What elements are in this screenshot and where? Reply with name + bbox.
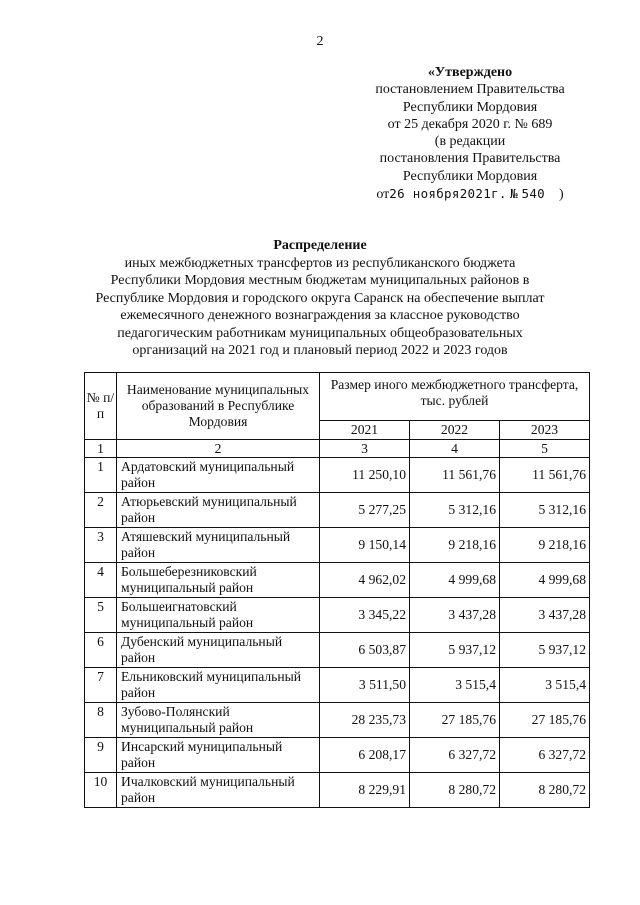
row-value-2021: 9 150,14 bbox=[320, 528, 410, 563]
table-row bbox=[85, 563, 590, 598]
row-value-2023: 11 561,76 bbox=[500, 458, 590, 493]
row-value-2021: 6 503,87 bbox=[320, 633, 410, 668]
column-index: 3 bbox=[320, 440, 410, 458]
approval-line: постановлением Правительства bbox=[375, 82, 565, 98]
row-value-2022: 11 561,76 bbox=[410, 458, 500, 493]
header-transfer-size: Размер иного межбюджетного трансферта, тыс. рублей bbox=[320, 373, 590, 421]
row-value-2021: 5 277,25 bbox=[320, 493, 410, 528]
row-municipality: Атяшевский муниципальный район bbox=[117, 528, 320, 563]
row-number: 1 bbox=[85, 458, 117, 493]
page-number: 2 bbox=[316, 34, 324, 49]
row-municipality: Ельниковский муниципальный район bbox=[117, 668, 320, 703]
amendment-line bbox=[330, 185, 610, 203]
header-year-2022: 2022 bbox=[410, 421, 500, 440]
row-number: 4 bbox=[85, 563, 117, 598]
row-value-2021: 28 235,73 bbox=[320, 703, 410, 738]
table-row bbox=[85, 668, 590, 703]
row-value-2022: 9 218,16 bbox=[410, 528, 500, 563]
row-number: 2 bbox=[85, 493, 117, 528]
row-municipality: Большеберезниковский муниципальный район bbox=[117, 563, 320, 598]
amendment-date: 26 ноября2021г. bbox=[389, 186, 507, 202]
approval-line: (в редакции bbox=[434, 134, 506, 150]
row-value-2021: 3 345,22 bbox=[320, 598, 410, 633]
column-index: 1 bbox=[85, 440, 117, 458]
row-value-2023: 4 999,68 bbox=[500, 563, 590, 598]
row-value-2021: 6 208,17 bbox=[320, 738, 410, 773]
amendment-number-sign: № bbox=[510, 186, 518, 202]
title-line: иных межбюджетных трансфертов из республиканского бюджета bbox=[124, 255, 516, 271]
title-line: ежемесячного денежного вознаграждения за классное руководство bbox=[120, 308, 520, 323]
row-value-2021: 11 250,10 bbox=[320, 458, 410, 493]
row-value-2022: 6 327,72 bbox=[410, 738, 500, 773]
row-number: 3 bbox=[85, 528, 117, 563]
row-value-2022: 4 999,68 bbox=[410, 563, 500, 598]
document-title-block bbox=[70, 237, 570, 360]
approval-line: Республики Мордовия bbox=[402, 99, 538, 115]
distribution-table bbox=[84, 372, 590, 808]
title-line: педагогическим работникам муниципальных общеобразовательных bbox=[117, 325, 523, 341]
column-index: 2 bbox=[117, 440, 320, 458]
row-value-2022: 5 312,16 bbox=[410, 493, 500, 528]
table-row bbox=[85, 703, 590, 738]
table-row bbox=[85, 493, 590, 528]
row-municipality: Атюрьевский муниципальный район bbox=[117, 493, 320, 528]
table-row bbox=[85, 598, 590, 633]
column-index: 4 bbox=[410, 440, 500, 458]
row-value-2022: 5 937,12 bbox=[410, 633, 500, 668]
amendment-close: ) bbox=[558, 187, 564, 203]
header-number: № п/п bbox=[85, 373, 117, 440]
row-value-2023: 5 937,12 bbox=[500, 633, 590, 668]
row-value-2023: 3 515,4 bbox=[500, 668, 590, 703]
row-value-2022: 3 515,4 bbox=[410, 668, 500, 703]
row-value-2023: 8 280,72 bbox=[500, 773, 590, 808]
row-value-2021: 4 962,02 bbox=[320, 563, 410, 598]
row-value-2022: 8 280,72 bbox=[410, 773, 500, 808]
approval-block bbox=[330, 64, 610, 203]
column-index-row bbox=[85, 440, 590, 458]
title-line: Республики Мордовия местным бюджетам муниципальных районов в bbox=[110, 273, 530, 288]
header-year-2021: 2021 bbox=[320, 421, 410, 440]
row-value-2023: 27 185,76 bbox=[500, 703, 590, 738]
table-row bbox=[85, 633, 590, 668]
row-municipality: Ичалковский муниципальный район bbox=[117, 773, 320, 808]
row-number: 6 bbox=[85, 633, 117, 668]
title-line: Республике Мордовия и городского округа Саранск на обеспечение выплат bbox=[95, 290, 545, 306]
table-row bbox=[85, 773, 590, 808]
table-row bbox=[85, 458, 590, 493]
row-number: 9 bbox=[85, 738, 117, 773]
approval-line: от 25 декабря 2020 г. № 689 bbox=[387, 116, 553, 132]
approval-heading: «Утверждено bbox=[427, 65, 513, 80]
document-title: Распределение bbox=[273, 238, 367, 253]
row-municipality: Ардатовский муниципальный район bbox=[117, 458, 320, 493]
approval-line: Республики Мордовия bbox=[402, 168, 538, 184]
row-municipality: Инсарский муниципальный район bbox=[117, 738, 320, 773]
row-municipality: Зубово-Полянский муниципальный район bbox=[117, 703, 320, 738]
row-value-2023: 6 327,72 bbox=[500, 738, 590, 773]
row-municipality: Большеигнатовский муниципальный район bbox=[117, 598, 320, 633]
row-value-2023: 5 312,16 bbox=[500, 493, 590, 528]
row-number: 7 bbox=[85, 668, 117, 703]
row-number: 8 bbox=[85, 703, 117, 738]
column-index: 5 bbox=[500, 440, 590, 458]
amendment-number: 540 bbox=[521, 186, 545, 202]
table-row bbox=[85, 528, 590, 563]
header-name: Наименование муниципальных образований в Республике Мордовия bbox=[117, 373, 320, 440]
row-number: 10 bbox=[85, 773, 117, 808]
header-year-2023: 2023 bbox=[500, 421, 590, 440]
row-value-2023: 3 437,28 bbox=[500, 598, 590, 633]
row-value-2022: 27 185,76 bbox=[410, 703, 500, 738]
approval-line: постановления Правительства bbox=[379, 151, 561, 167]
row-municipality: Дубенский муниципальный район bbox=[117, 633, 320, 668]
row-number: 5 bbox=[85, 598, 117, 633]
title-line: организаций на 2021 год и плановый период 2022 и 2023 годов bbox=[132, 343, 508, 358]
row-value-2021: 8 229,91 bbox=[320, 773, 410, 808]
row-value-2022: 3 437,28 bbox=[410, 598, 500, 633]
row-value-2021: 3 511,50 bbox=[320, 668, 410, 703]
amendment-prefix: от bbox=[376, 187, 390, 203]
table-row bbox=[85, 738, 590, 773]
row-value-2023: 9 218,16 bbox=[500, 528, 590, 563]
